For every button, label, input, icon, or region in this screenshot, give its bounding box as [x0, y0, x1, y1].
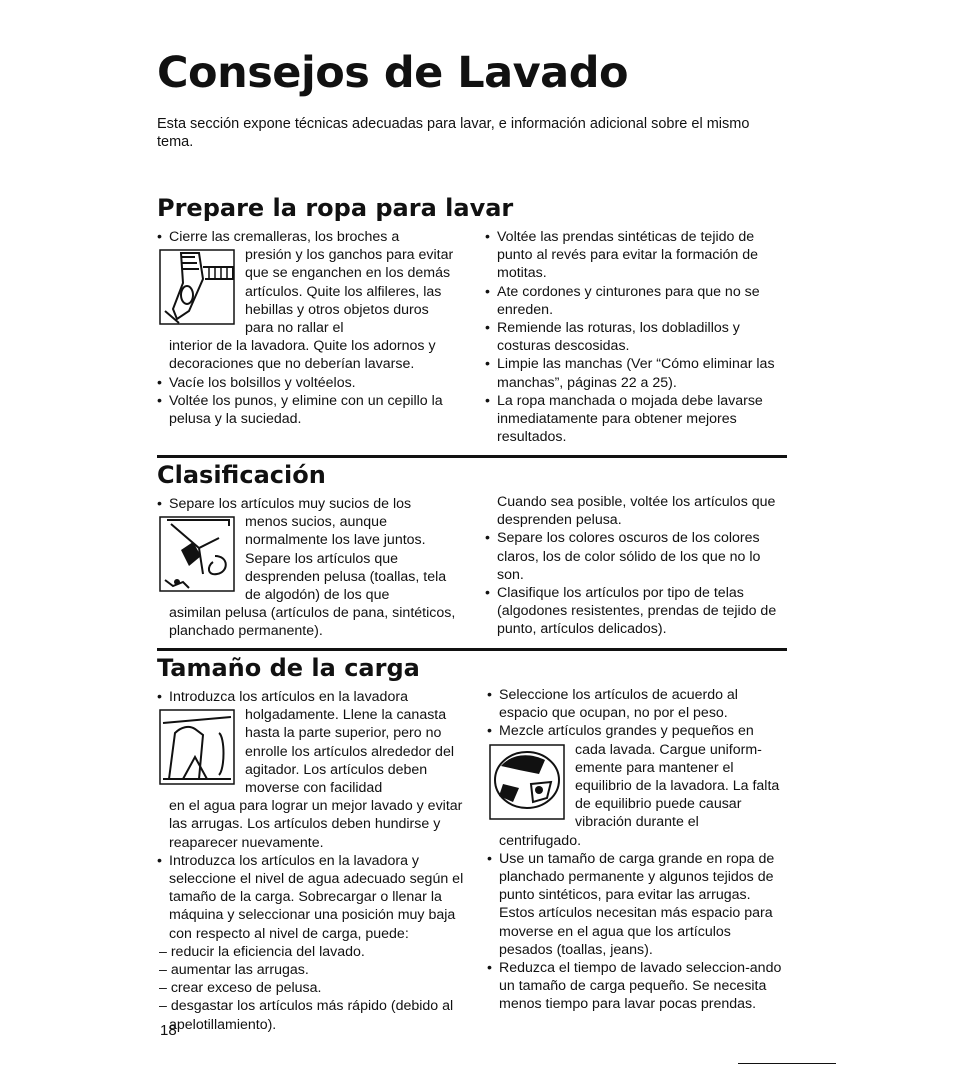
- list-item: • Ate cordones y cinturones para que no se enreden.: [485, 283, 785, 319]
- carga-left-column: [157, 688, 467, 1034]
- list-item-continued: en el agua para lograr un mejor lavado y evitar las arrugas. Los artículos deben hundirse y reaparecer nuevamente.: [169, 798, 463, 851]
- page-title: Consejos de Lavado: [157, 48, 629, 98]
- dash-item: – reducir la eficiencia del lavado.: [159, 943, 365, 960]
- page-number: 18: [160, 1022, 177, 1039]
- list-item: • Introduzca los artículos en la lavadora: [157, 688, 467, 706]
- clasificacion-right-column: [485, 493, 785, 639]
- heading-tamano-carga: Tamaño de la carga: [157, 654, 420, 682]
- list-item-continued: interior de la lavadora. Quite los adornos y decoraciones que no deberían lavarse.: [169, 338, 436, 373]
- list-item-wrap: menos sucios, aunque normalmente los lave juntos. Separe los artículos que desprenden pelusa (toallas, tela de algodón) de los que: [245, 514, 447, 604]
- list-item: • Voltée los punos, y elimine con un cepillo la pelusa y la suciedad.: [157, 392, 459, 428]
- footer-line: [738, 1063, 836, 1064]
- heading-clasificacion: Clasificación: [157, 461, 326, 489]
- list-item-wrap: presión y los ganchos para evitar que se enganchen en los demás artículos. Quite los alfileres, las hebillas y otros objetos duros para no rallar el: [245, 247, 454, 337]
- list-item: • Separe los artículos muy sucios de los: [157, 495, 459, 513]
- list-item-wrap: holgadamente. Llene la canasta hasta la parte superior, pero no enrolle los artículos alrededor del agitador. Los artículos deben moverse con facilidad: [245, 707, 454, 797]
- dash-item: – crear exceso de pelusa.: [159, 980, 322, 997]
- dash-item: – desgastar los artículos más rápido (debido al apelotillamiento).: [159, 998, 454, 1033]
- section-divider: [157, 648, 787, 651]
- list-item: • La ropa manchada o mojada debe lavarse inmediatamente para obtener mejores resultados.: [485, 392, 785, 447]
- mixed-load-illustration-icon: [489, 744, 565, 820]
- dash-item: – aumentar las arrugas.: [159, 962, 309, 979]
- list-item-continued: asimilan pelusa (artículos de pana, sintéticos, planchado permanente).: [169, 605, 456, 640]
- list-item: • Clasifique los artículos por tipo de telas (algodones resistentes, prendas de tejido de punto, artículos delicados).: [485, 584, 785, 639]
- carga-right-column: [487, 686, 787, 1014]
- intro-text: Esta sección expone técnicas adecuadas para lavar, e información adicional sobre el mismo tema.: [157, 116, 750, 150]
- prepare-right-column: [485, 228, 785, 446]
- list-item: • Use un tamaño de carga grande en ropa de planchado permanente y algunos tejidos de punto sintéticos, para evitar las arrugas. Estos artículos necesitan más espacio para moverse en el agua que los artículos pesados (toallas, jeans).: [487, 850, 787, 959]
- zipper-illustration-icon: [159, 249, 235, 325]
- list-item-continued: centrifugado.: [499, 832, 582, 849]
- list-item: • Voltée las prendas sintéticas de tejido de punto al revés para evitar la formación de motitas.: [485, 228, 785, 283]
- list-item: • Limpie las manchas (Ver “Cómo eliminar las manchas”, páginas 22 a 25).: [485, 355, 785, 391]
- list-item: • Remiende las roturas, los dobladillos y costuras descosidas.: [485, 319, 785, 355]
- list-item: • Mezcle artículos grandes y pequeños en: [487, 722, 787, 740]
- basket-illustration-icon: [159, 709, 235, 785]
- clasificacion-left-column: [157, 495, 459, 641]
- list-item: • Reduzca el tiempo de lavado seleccion-ando un tamaño de carga pequeño. Se necesita menos tiempo para lavar pocas prendas.: [487, 959, 787, 1014]
- list-item: • Separe los colores oscuros de los colores claros, los de color sólido de los que no lo son.: [485, 529, 785, 584]
- prepare-left-column: [157, 228, 459, 428]
- list-item: • Cierre las cremalleras, los broches a: [157, 228, 459, 246]
- paragraph: Cuando sea posible, voltée los artículos que desprenden pelusa.: [497, 494, 776, 529]
- list-item: • Introduzca los artículos en la lavadora y seleccione el nivel de agua adecuado según el tamaño de la carga. Sobrecargar o llenar la máquina y seleccionar una posición muy baja con respecto al nivel de carga, puede:: [157, 852, 467, 943]
- list-item: • Vacíe los bolsillos y voltéelos.: [157, 374, 459, 392]
- sorting-illustration-icon: [159, 516, 235, 592]
- section-divider: [157, 455, 787, 458]
- heading-prepare: Prepare la ropa para lavar: [157, 194, 514, 222]
- list-item-wrap: cada lavada. Cargue uniform-emente para mantener el equilibrio de la lavadora. La falta de equilibrio puede causar vibración durante el: [575, 741, 780, 831]
- list-item: • Seleccione los artículos de acuerdo al espacio que ocupan, no por el peso.: [487, 686, 787, 722]
